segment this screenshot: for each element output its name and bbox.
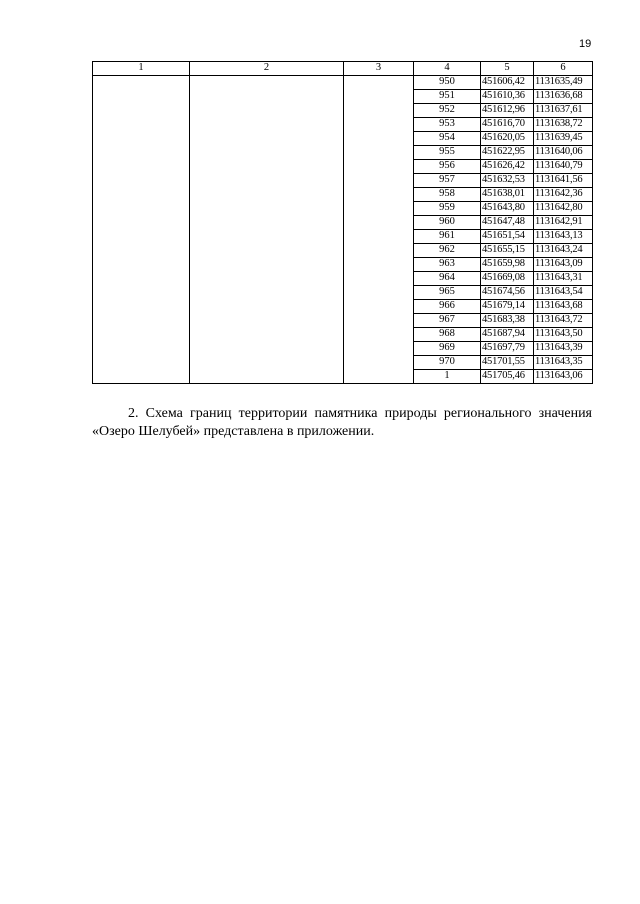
x-coordinate-cell: 451701,55 bbox=[481, 356, 534, 370]
point-number-cell: 956 bbox=[414, 160, 481, 174]
y-coordinate-cell: 1131642,91 bbox=[534, 216, 593, 230]
point-number-cell: 961 bbox=[414, 230, 481, 244]
x-coordinate-cell: 451620,05 bbox=[481, 132, 534, 146]
x-coordinate-cell: 451612,96 bbox=[481, 104, 534, 118]
point-number-cell: 970 bbox=[414, 356, 481, 370]
blank-cell-col3 bbox=[344, 76, 414, 384]
point-number-cell: 959 bbox=[414, 202, 481, 216]
x-coordinate-cell: 451651,54 bbox=[481, 230, 534, 244]
y-coordinate-cell: 1131639,45 bbox=[534, 132, 593, 146]
y-coordinate-cell: 1131642,36 bbox=[534, 188, 593, 202]
y-coordinate-cell: 1131638,72 bbox=[534, 118, 593, 132]
x-coordinate-cell: 451683,38 bbox=[481, 314, 534, 328]
blank-cell-col1 bbox=[93, 76, 190, 384]
y-coordinate-cell: 1131643,50 bbox=[534, 328, 593, 342]
x-coordinate-cell: 451643,80 bbox=[481, 202, 534, 216]
x-coordinate-cell: 451622,95 bbox=[481, 146, 534, 160]
x-coordinate-cell: 451632,53 bbox=[481, 174, 534, 188]
x-coordinate-cell: 451606,42 bbox=[481, 76, 534, 90]
x-coordinate-cell: 451626,42 bbox=[481, 160, 534, 174]
point-number-cell: 967 bbox=[414, 314, 481, 328]
x-coordinate-cell: 451610,36 bbox=[481, 90, 534, 104]
x-coordinate-cell: 451647,48 bbox=[481, 216, 534, 230]
x-coordinate-cell: 451679,14 bbox=[481, 300, 534, 314]
y-coordinate-cell: 1131643,39 bbox=[534, 342, 593, 356]
y-coordinate-cell: 1131643,54 bbox=[534, 286, 593, 300]
y-coordinate-cell: 1131643,68 bbox=[534, 300, 593, 314]
y-coordinate-cell: 1131640,06 bbox=[534, 146, 593, 160]
point-number-cell: 958 bbox=[414, 188, 481, 202]
column-header-3: 3 bbox=[344, 62, 414, 76]
point-number-cell: 962 bbox=[414, 244, 481, 258]
point-number-cell: 965 bbox=[414, 286, 481, 300]
y-coordinate-cell: 1131643,72 bbox=[534, 314, 593, 328]
x-coordinate-cell: 451655,15 bbox=[481, 244, 534, 258]
coordinates-table bbox=[92, 61, 593, 384]
point-number-cell: 954 bbox=[414, 132, 481, 146]
point-number-cell: 964 bbox=[414, 272, 481, 286]
point-number-cell: 1 bbox=[414, 370, 481, 384]
point-number-cell: 955 bbox=[414, 146, 481, 160]
y-coordinate-cell: 1131635,49 bbox=[534, 76, 593, 90]
y-coordinate-cell: 1131643,31 bbox=[534, 272, 593, 286]
y-coordinate-cell: 1131643,06 bbox=[534, 370, 593, 384]
page-number: 19 bbox=[579, 38, 592, 50]
y-coordinate-cell: 1131641,56 bbox=[534, 174, 593, 188]
x-coordinate-cell: 451687,94 bbox=[481, 328, 534, 342]
column-header-5: 5 bbox=[481, 62, 534, 76]
x-coordinate-cell: 451616,70 bbox=[481, 118, 534, 132]
point-number-cell: 966 bbox=[414, 300, 481, 314]
y-coordinate-cell: 1131643,35 bbox=[534, 356, 593, 370]
blank-cell-col2 bbox=[190, 76, 344, 384]
x-coordinate-cell: 451674,56 bbox=[481, 286, 534, 300]
table-header-row bbox=[93, 62, 593, 76]
x-coordinate-cell: 451697,79 bbox=[481, 342, 534, 356]
y-coordinate-cell: 1131643,09 bbox=[534, 258, 593, 272]
point-number-cell: 960 bbox=[414, 216, 481, 230]
column-header-4: 4 bbox=[414, 62, 481, 76]
point-number-cell: 951 bbox=[414, 90, 481, 104]
table-body bbox=[93, 76, 593, 384]
y-coordinate-cell: 1131637,61 bbox=[534, 104, 593, 118]
x-coordinate-cell: 451705,46 bbox=[481, 370, 534, 384]
point-number-cell: 963 bbox=[414, 258, 481, 272]
point-number-cell: 953 bbox=[414, 118, 481, 132]
schema-paragraph: 2. Схема границ территории памятника природы регионального значения «Озеро Шелубей» представлена в приложении. bbox=[92, 406, 592, 439]
x-coordinate-cell: 451669,08 bbox=[481, 272, 534, 286]
y-coordinate-cell: 1131643,24 bbox=[534, 244, 593, 258]
y-coordinate-cell: 1131643,13 bbox=[534, 230, 593, 244]
x-coordinate-cell: 451638,01 bbox=[481, 188, 534, 202]
column-header-2: 2 bbox=[190, 62, 344, 76]
table-row bbox=[93, 76, 593, 90]
y-coordinate-cell: 1131640,79 bbox=[534, 160, 593, 174]
y-coordinate-cell: 1131642,80 bbox=[534, 202, 593, 216]
point-number-cell: 952 bbox=[414, 104, 481, 118]
point-number-cell: 957 bbox=[414, 174, 481, 188]
point-number-cell: 969 bbox=[414, 342, 481, 356]
y-coordinate-cell: 1131636,68 bbox=[534, 90, 593, 104]
x-coordinate-cell: 451659,98 bbox=[481, 258, 534, 272]
column-header-1: 1 bbox=[93, 62, 190, 76]
point-number-cell: 950 bbox=[414, 76, 481, 90]
column-header-6: 6 bbox=[534, 62, 593, 76]
point-number-cell: 968 bbox=[414, 328, 481, 342]
